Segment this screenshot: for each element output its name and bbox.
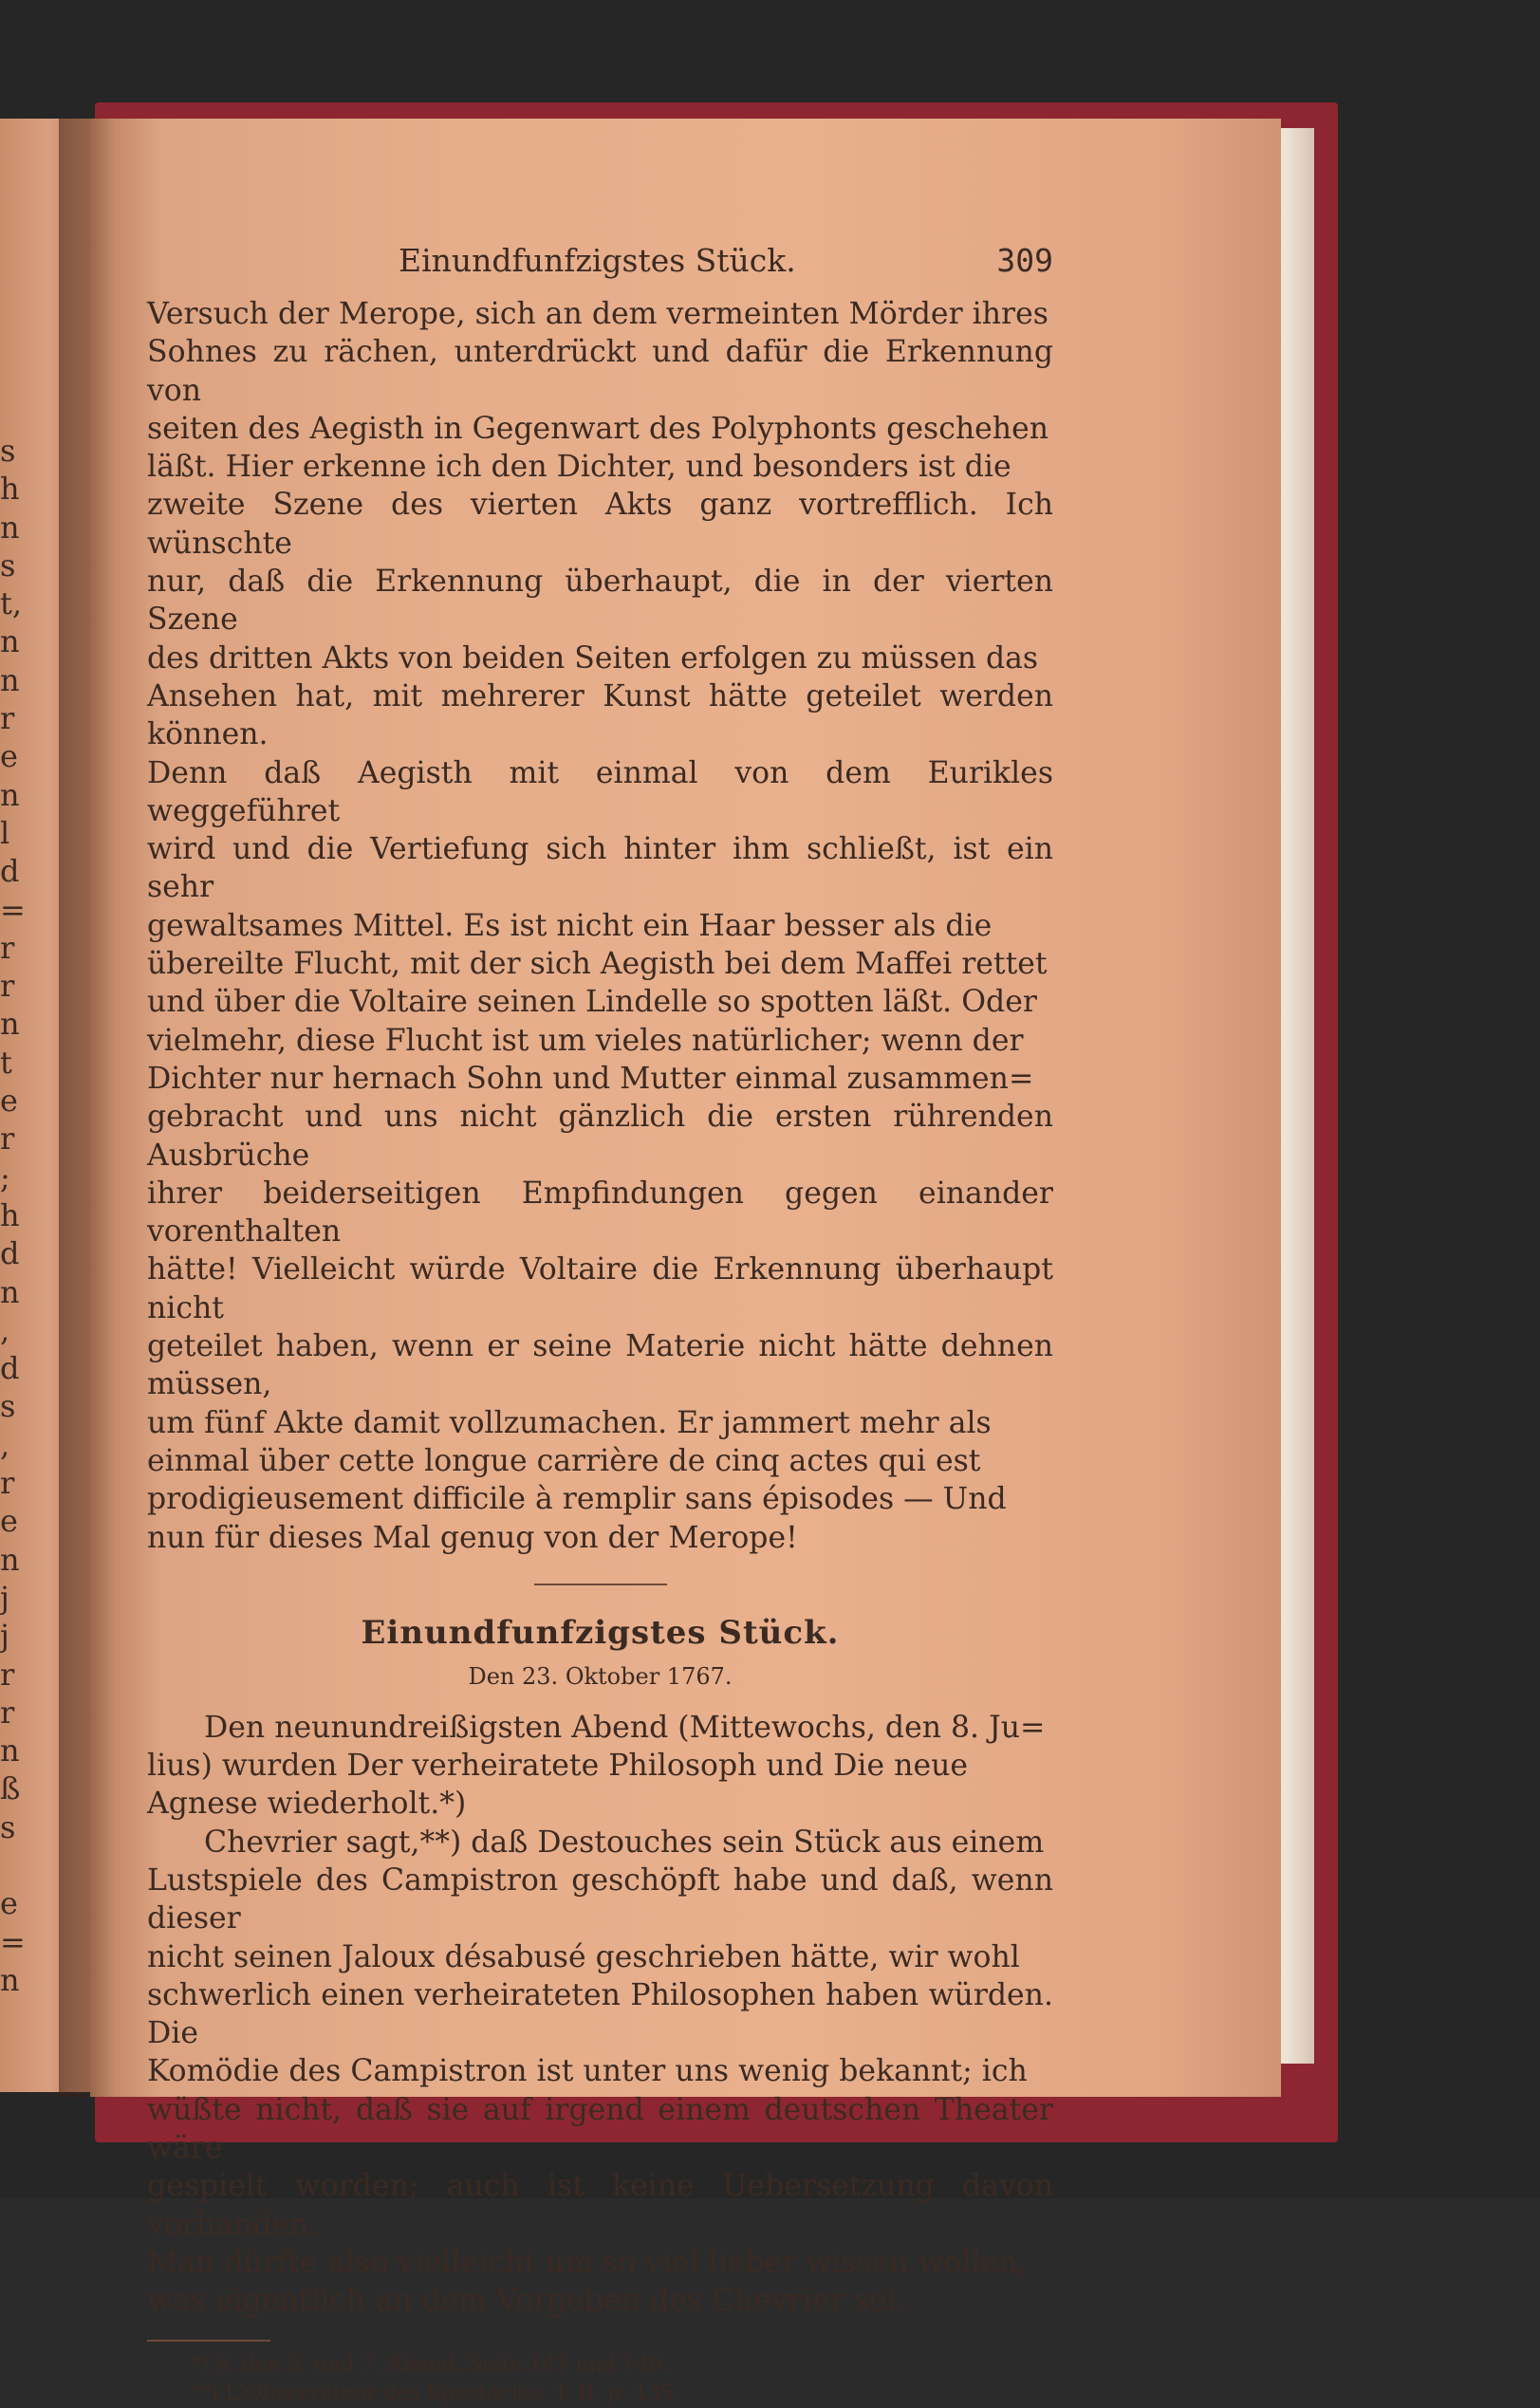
- paragraph-3: [147, 1824, 1053, 2321]
- page-text: [147, 242, 1053, 2408]
- text-line: Man dürfte also vielleicht um so viel lieber wissen wollen,: [147, 2245, 1028, 2280]
- facing-page-letter: h: [0, 471, 20, 508]
- facing-page-letter: ;: [0, 1158, 10, 1195]
- facing-page-letter: n: [0, 776, 20, 813]
- facing-page-letter: s: [0, 433, 16, 469]
- text-line: zweite Szene des vierten Akts ganz vortrefflich. Ich wünschte: [147, 488, 1053, 561]
- facing-page-letter: =: [0, 891, 26, 928]
- facing-page-letter: j: [0, 1618, 9, 1655]
- facing-page-letter: t: [0, 1044, 12, 1081]
- footnotes: [147, 2351, 1053, 2408]
- facing-page-letter: d: [0, 853, 20, 890]
- text-line: geteilet haben, wenn er seine Materie nicht hätte dehnen müssen,: [147, 1329, 1053, 1402]
- facing-page-letter: n: [0, 509, 20, 546]
- text-line: nun für dieses Mal genug von der Merope!: [147, 1520, 798, 1555]
- facing-page-letter: [0, 1846, 28, 1884]
- text-line: Chevrier sagt,**) daß Destouches sein Stück aus einem: [204, 1825, 1045, 1860]
- text-line: Dichter nur hernach Sohn und Mutter einmal zusammen=: [147, 1061, 1034, 1096]
- text-line: Denn daß Aegisth mit einmal von dem Eurikles weggeführet: [147, 755, 1053, 828]
- text-line: seiten des Aegisth in Gegenwart des Polyphonts geschehen: [147, 411, 1048, 446]
- text-line: Agnese wiederholt.*): [147, 1787, 467, 1822]
- text-line: wird und die Vertiefung sich hinter ihm schließt, ist ein sehr: [147, 832, 1053, 905]
- text-line: Komödie des Campistron ist unter uns wenig bekannt; ich: [147, 2054, 1028, 2089]
- facing-page-letter: h: [0, 1196, 20, 1233]
- text-line: Den neunundreißigsten Abend (Mittewochs, den 8. Ju=: [204, 1710, 1046, 1745]
- footnote: **) L'Observateur des Spectacles, T. II. p. 135.: [190, 2380, 681, 2405]
- facing-page-letter: d: [0, 1235, 20, 1272]
- text-line: Ansehen hat, mit mehrerer Kunst hätte geteilet werden können.: [147, 678, 1053, 752]
- text-line: gebracht und uns nicht gänzlich die ersten rührenden Ausbrüche: [147, 1100, 1053, 1173]
- chapter-title: Einundfunfzigstes Stück.: [361, 1613, 840, 1652]
- facing-page-letter: e: [0, 1083, 18, 1120]
- text-line: was eigentlich an dem Vorgeben des Chevrier sei.: [147, 2284, 906, 2319]
- text-line: vielmehr, diese Flucht ist um vieles natürlicher; wenn der: [147, 1023, 1024, 1058]
- text-line: und über die Voltaire seinen Lindelle so spotten läßt. Oder: [147, 985, 1037, 1020]
- facing-page-letter: n: [0, 623, 20, 660]
- text-line: hätte! Vielleicht würde Voltaire die Erkennung überhaupt nicht: [147, 1252, 1053, 1325]
- facing-page-letter: r: [0, 700, 15, 737]
- footnote: *) S. den 5. und 7. Abend, Seite 141 und 149.: [190, 2352, 670, 2377]
- text-line: des dritten Akts von beiden Seiten erfolgen zu müssen das: [147, 640, 1039, 676]
- text-line: gespielt worden; auch ist keine Uebersetzung davon vorhanden.: [147, 2169, 1053, 2242]
- facing-page-letter: j: [0, 1579, 9, 1616]
- text-line: übereilte Flucht, mit der sich Aegisth bei dem Maffei rettet: [147, 947, 1048, 982]
- facing-page-letter: s: [0, 546, 16, 583]
- facing-page-letter: s: [0, 1808, 16, 1845]
- facing-page-letter: =: [0, 1923, 26, 1960]
- footnote-rule: [147, 2340, 270, 2342]
- facing-page-letter: n: [0, 1273, 20, 1310]
- text-line: läßt. Hier erkenne ich den Dichter, und besonders ist die: [147, 450, 1011, 485]
- text-line: wüßte nicht, daß sie auf irgend einem deutschen Theater wäre: [147, 2092, 1053, 2166]
- facing-page-letter: ß: [0, 1770, 21, 1807]
- gutter-shadow: [59, 119, 116, 2097]
- facing-page-letter: n: [0, 1961, 20, 1998]
- facing-page-letter: s: [0, 1388, 16, 1425]
- section-divider: [534, 1584, 667, 1585]
- facing-page-letter: r: [0, 1656, 15, 1693]
- facing-page-letters: [0, 432, 28, 1999]
- facing-page-letter: n: [0, 1732, 20, 1769]
- page-number: 309: [996, 242, 1053, 279]
- text-line: nur, daß die Erkennung überhaupt, die in der vierten Szene: [147, 565, 1053, 638]
- text-line: Sohnes zu rächen, unterdrückt und dafür die Erkennung von: [147, 335, 1053, 408]
- text-line: lius) wurden Der verheiratete Philosoph und Die neue: [147, 1749, 969, 1784]
- running-head: [147, 242, 1053, 295]
- text-line: prodigieusement difficile à remplir sans épisodes — Und: [147, 1482, 1007, 1517]
- text-line: Lustspiele des Campistron geschöpft habe und daß, wenn dieser: [147, 1862, 1053, 1936]
- facing-page-letter: l: [0, 814, 10, 851]
- text-line: einmal über cette longue carrière de cinq actes qui est: [147, 1443, 981, 1478]
- text-line: schwerlich einen verheirateten Philosophen haben würden. Die: [147, 1977, 1053, 2051]
- facing-page-letter: r: [0, 1121, 15, 1158]
- facing-page-letter: r: [0, 1694, 15, 1731]
- facing-page-letter: r: [0, 929, 15, 966]
- dateline: Den 23. Oktober 1767.: [468, 1662, 733, 1690]
- facing-page-letter: ,: [0, 1426, 10, 1463]
- facing-page-letter: ,: [0, 1311, 10, 1348]
- text-line: ihrer beiderseitigen Empfindungen gegen einander vorenthalten: [147, 1176, 1053, 1250]
- facing-page-letter: n: [0, 1541, 20, 1578]
- facing-page-letter: t,: [0, 585, 23, 622]
- text-line: nicht seinen Jaloux désabusé geschrieben hätte, wir wohl: [147, 1939, 1020, 1974]
- facing-page-letter: r: [0, 968, 15, 1005]
- facing-page-letter: e: [0, 1885, 18, 1922]
- running-head-title: Einundfunfzigstes Stück.: [399, 242, 796, 279]
- facing-page-letter: e: [0, 738, 18, 775]
- text-line: um fünf Akte damit vollzumachen. Er jammert mehr als: [147, 1405, 992, 1440]
- text-line: Versuch der Merope, sich an dem vermeinten Mörder ihres: [147, 297, 1048, 331]
- facing-page-letter: n: [0, 1006, 20, 1043]
- paragraph-2: [147, 1709, 1053, 1824]
- text-line: gewaltsames Mittel. Es ist nicht ein Haar besser als die: [147, 908, 993, 943]
- facing-page-letter: e: [0, 1503, 18, 1540]
- body-paragraph: [147, 295, 1053, 1557]
- facing-page-letter: n: [0, 661, 20, 698]
- facing-page-letter: r: [0, 1465, 15, 1502]
- facing-page-letter: d: [0, 1350, 20, 1387]
